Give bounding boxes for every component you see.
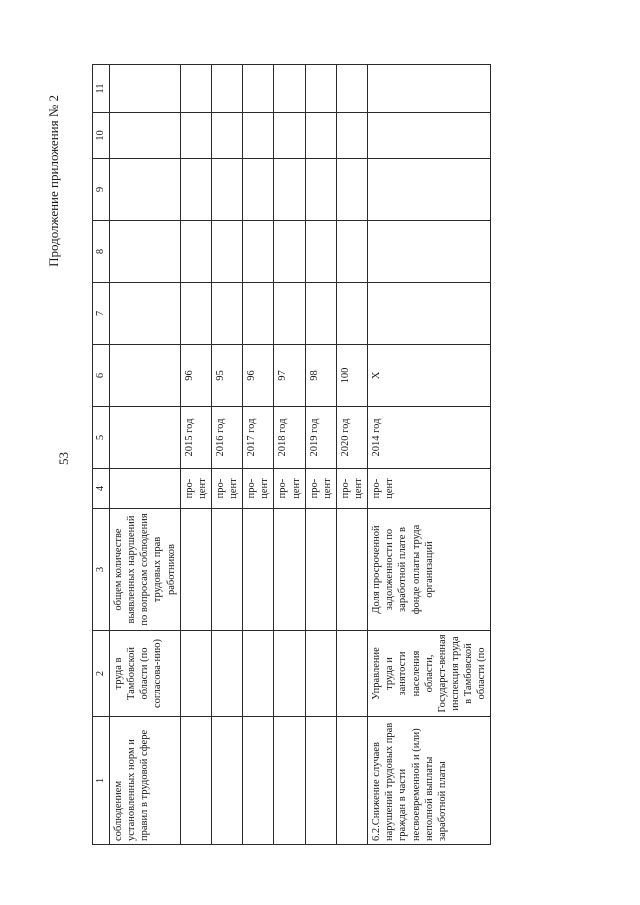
table-cell-col-4: про-цент [274,469,305,509]
column-number: 4 [93,469,110,509]
table-cell-col-3 [305,509,336,631]
table-row [243,65,274,845]
table-cell-col-8 [305,221,336,283]
table-cell-col-7 [180,283,211,345]
table-cell-col-3 [211,509,242,631]
table-cell-col-11 [243,65,274,113]
table-cell-col-3 [180,509,211,631]
table-cell-col-11 [336,65,367,113]
table-cell-col-5 [110,407,181,469]
table-row [305,65,336,845]
table-cell-col-9 [211,159,242,221]
indicators-table [92,64,491,845]
table-cell-col-4: про-цент [368,469,491,509]
table-cell-col-6: Х [368,345,491,407]
table-cell-col-10 [368,113,491,159]
column-number: 9 [93,159,110,221]
table-cell-col-6: 96 [243,345,274,407]
table-cell-col-2: труда в Тамбовской области (по согласова-нию) [110,631,181,717]
table-cell-col-2 [180,631,211,717]
table-cell-col-5: 2018 год [274,407,305,469]
table-cell-col-11 [211,65,242,113]
table-cell-col-10 [211,113,242,159]
continuation-label: Продолжение приложения № 2 [46,95,61,267]
table-cell-col-4: про-цент [336,469,367,509]
table-cell-col-9 [368,159,491,221]
column-number: 7 [93,283,110,345]
table-cell-col-7 [336,283,367,345]
table-cell-col-8 [368,221,491,283]
table-cell-col-1: 6.2.Снижение случаев нарушений трудовых прав граждан в части несвоевременной и (или) неполной выплаты заработной платы [368,717,491,845]
table-cell-col-3 [274,509,305,631]
column-number: 3 [93,509,110,631]
table-cell-col-3 [336,509,367,631]
table-cell-col-4: про-цент [305,469,336,509]
table-cell-col-1 [211,717,242,845]
table-row [211,65,242,845]
table-cell-col-11 [180,65,211,113]
table-cell-col-11 [110,65,181,113]
table-cell-col-7 [243,283,274,345]
column-number: 10 [93,113,110,159]
table-cell-col-9 [180,159,211,221]
table-cell-col-9 [305,159,336,221]
table-cell-col-10 [305,113,336,159]
table-cell-col-8 [110,221,181,283]
table-cell-col-5: 2015 год [180,407,211,469]
column-number: 5 [93,407,110,469]
column-number: 8 [93,221,110,283]
table-cell-col-2 [305,631,336,717]
table-row [274,65,305,845]
column-number: 1 [93,717,110,845]
table-cell-col-9 [243,159,274,221]
column-number-row [93,65,110,845]
table-cell-col-7 [110,283,181,345]
table-cell-col-9 [336,159,367,221]
table-cell-col-11 [305,65,336,113]
table-cell-col-10 [110,113,181,159]
table-cell-col-1 [305,717,336,845]
table-cell-col-1 [336,717,367,845]
table-cell-col-8 [243,221,274,283]
table-cell-col-6: 100 [336,345,367,407]
column-number: 11 [93,65,110,113]
page-number: 53 [56,452,71,465]
table-cell-col-11 [368,65,491,113]
table-cell-col-1 [274,717,305,845]
table-cell-col-3: Доля просроченной задолженности по заработной плате в фонде оплаты труда организаций [368,509,491,631]
table-cell-col-4: про-цент [211,469,242,509]
table-cell-col-8 [180,221,211,283]
table-cell-col-6: 97 [274,345,305,407]
table-cell-col-3: общем количестве выявленных нарушений по вопросам соблюдения трудовых прав работников [110,509,181,631]
table-cell-col-7 [274,283,305,345]
table-cell-col-2 [243,631,274,717]
table-row [110,65,181,845]
table-cell-col-5: 2020 год [336,407,367,469]
table-cell-col-10 [180,113,211,159]
table-cell-col-7 [368,283,491,345]
table-cell-col-6: 96 [180,345,211,407]
table-row [180,65,211,845]
table-cell-col-5: 2019 год [305,407,336,469]
table-cell-col-10 [336,113,367,159]
table-cell-col-8 [274,221,305,283]
table-cell-col-1 [243,717,274,845]
table-cell-col-1 [180,717,211,845]
table-cell-col-10 [243,113,274,159]
table-cell-col-3 [243,509,274,631]
table-cell-col-8 [211,221,242,283]
table-cell-col-2 [211,631,242,717]
table-cell-col-6 [110,345,181,407]
table-cell-col-2: Управление труда и занятости населения области, Государст-венная инспекция труда в Тамбовской области (по [368,631,491,717]
table-cell-col-6: 98 [305,345,336,407]
table-cell-col-6: 95 [211,345,242,407]
table-cell-col-2 [336,631,367,717]
table-cell-col-9 [274,159,305,221]
table-row [336,65,367,845]
table-cell-col-9 [110,159,181,221]
table-cell-col-5: 2016 год [211,407,242,469]
column-number: 2 [93,631,110,717]
table-cell-col-1: соблюдением установленных норм и правил в трудовой сфере [110,717,181,845]
table-cell-col-4 [110,469,181,509]
table-cell-col-5: 2014 год [368,407,491,469]
table-row [368,65,491,845]
table-cell-col-5: 2017 год [243,407,274,469]
table-cell-col-11 [274,65,305,113]
table-cell-col-2 [274,631,305,717]
table-cell-col-8 [336,221,367,283]
table-cell-col-7 [305,283,336,345]
table-cell-col-10 [274,113,305,159]
column-number: 6 [93,345,110,407]
table-cell-col-4: про-цент [243,469,274,509]
table-cell-col-4: про-цент [180,469,211,509]
table-cell-col-7 [211,283,242,345]
